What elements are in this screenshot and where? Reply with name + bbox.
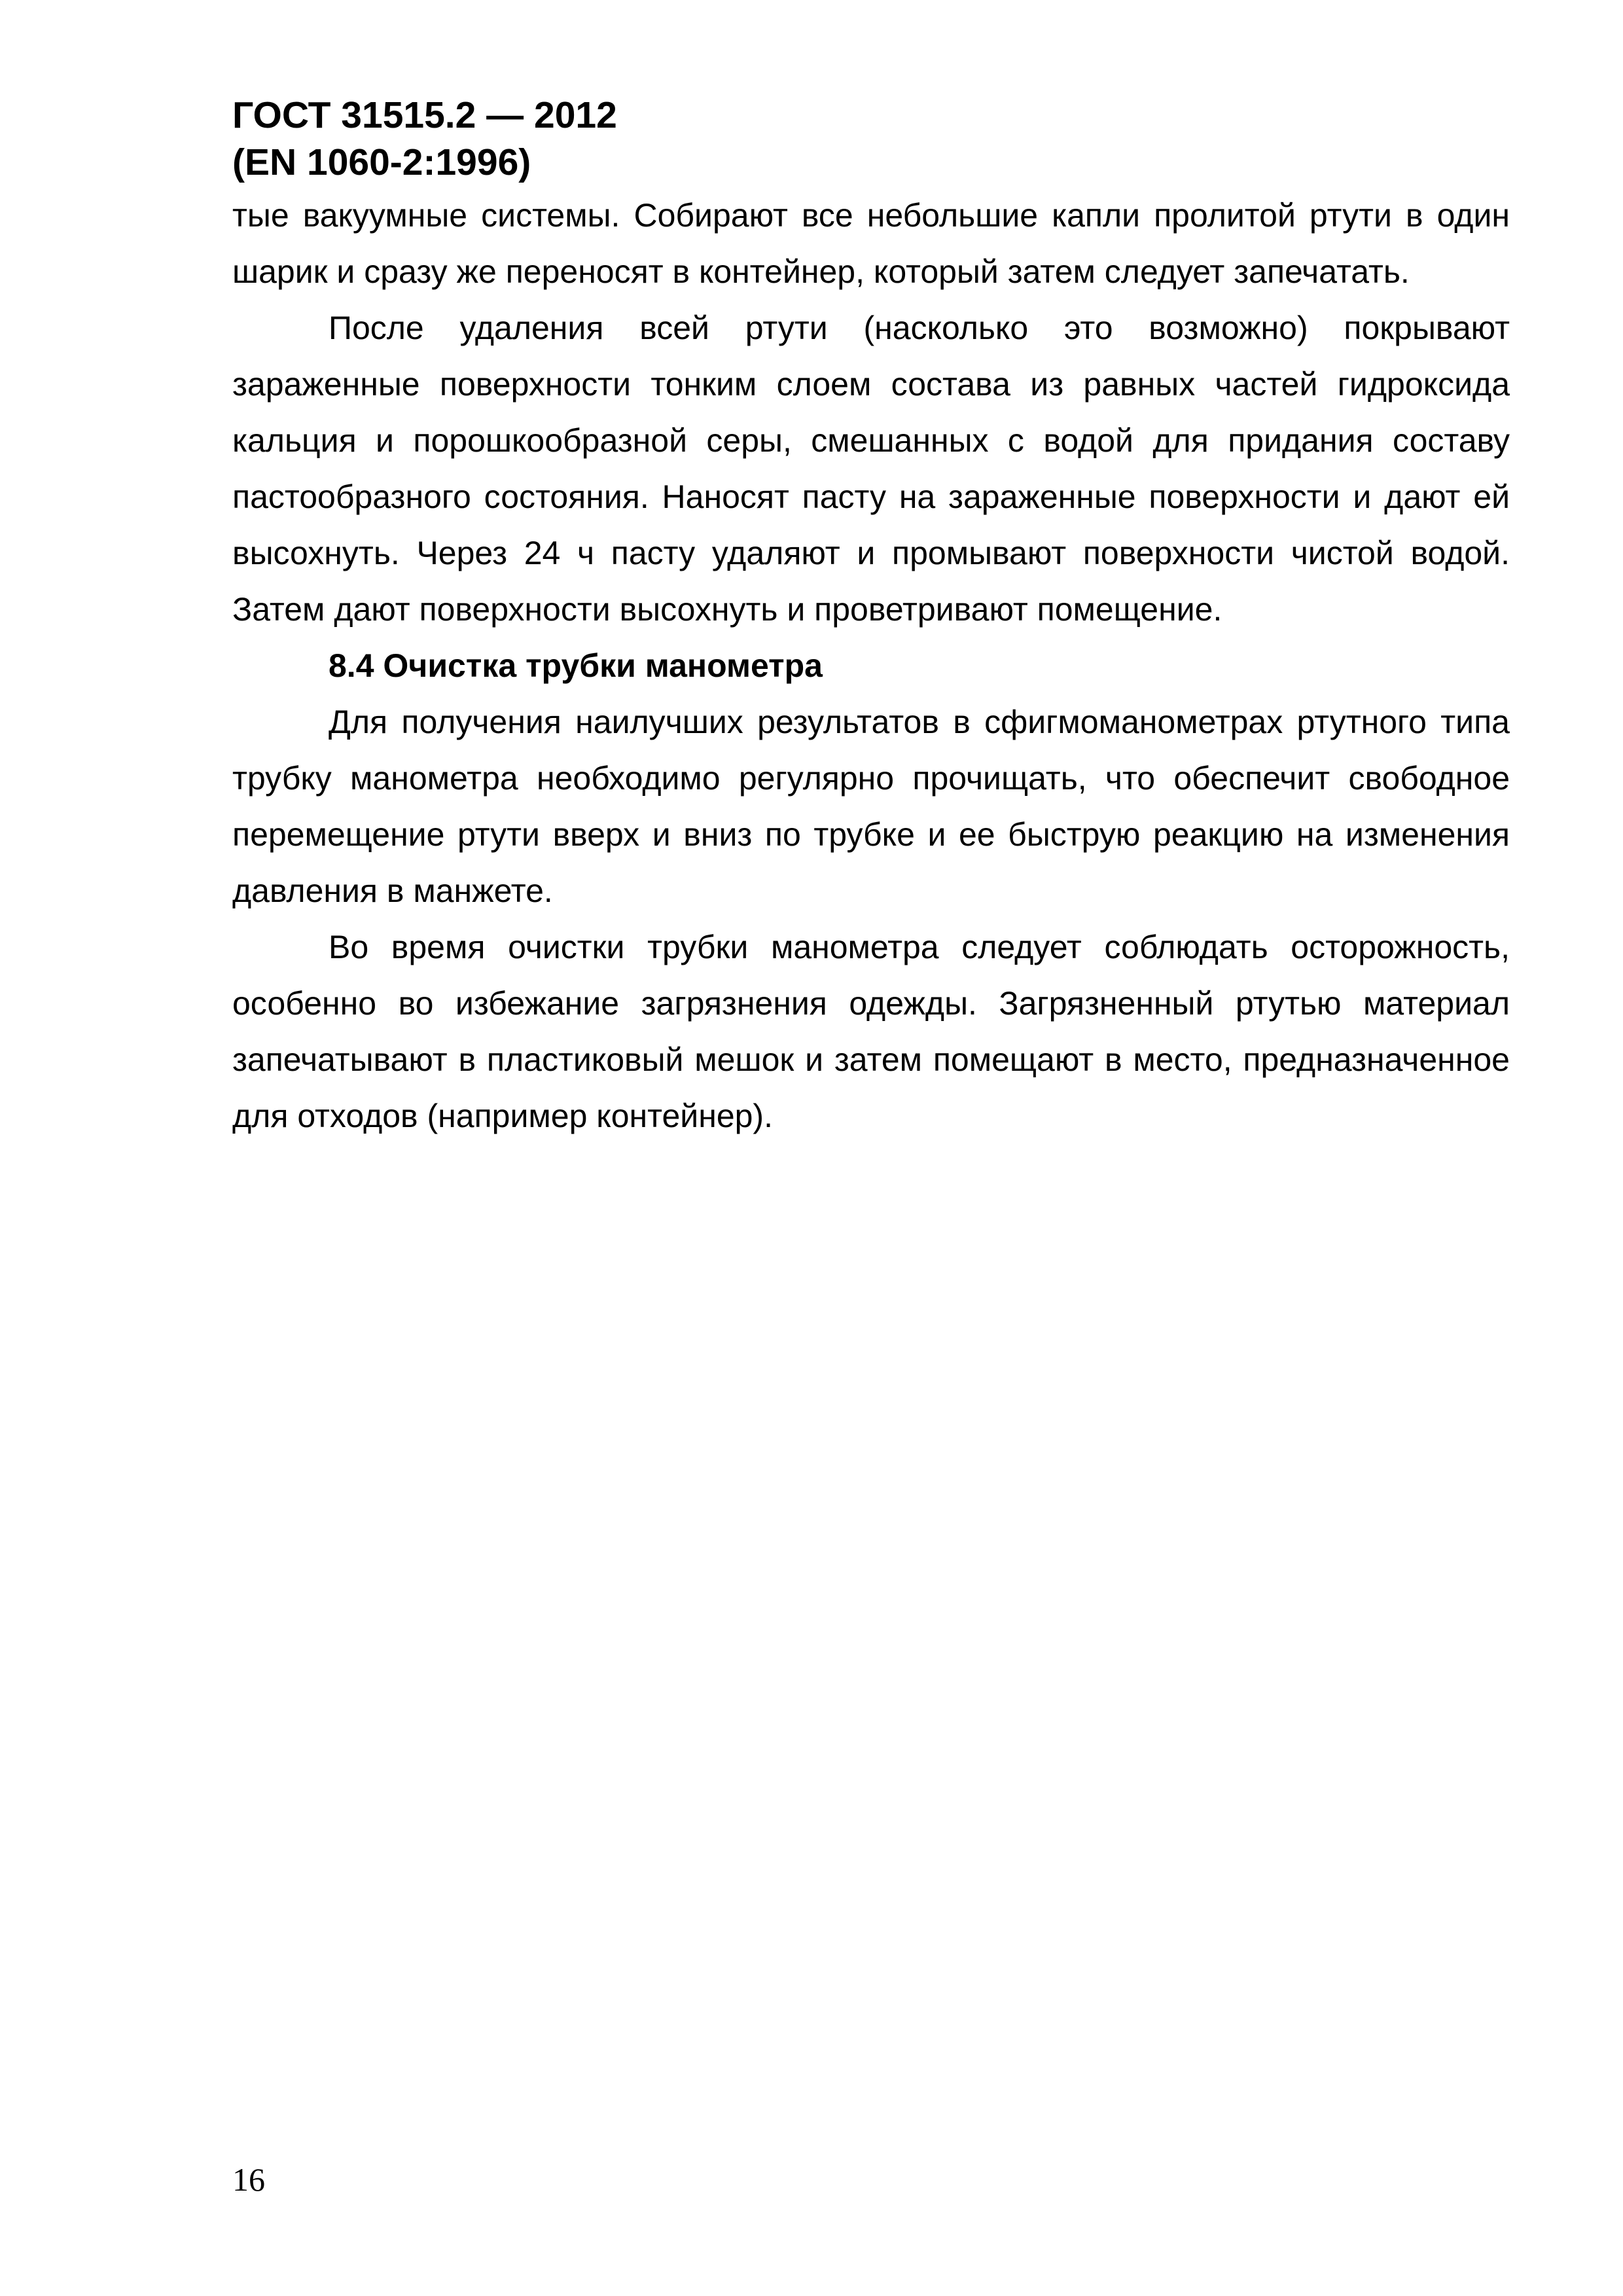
standard-number: ГОСТ 31515.2 — 2012 (232, 94, 617, 136)
standard-equivalent: (EN 1060-2:1996) (232, 141, 531, 183)
document-body (232, 187, 1510, 1144)
page-number: 16 (232, 2161, 265, 2198)
document-header (232, 92, 617, 186)
paragraph-tube-cleaning: Для получения наилучших результатов в сфигмоманометрах ртутного типа трубку манометра необходимо регулярно прочищать, что обеспечит свободное перемещение ртути вверх и вниз по трубке и ее быструю реакцию на изменения давления в манжете. (232, 704, 1510, 909)
paragraph-precautions: Во время очистки трубки манометра следует соблюдать осторожность, особенно во избежание загрязнения одежды. Загрязненный ртутью материал запечатывают в пластиковый мешок и затем помещают в место, предназначенное для отходов (например контейнер). (232, 929, 1510, 1134)
paragraph-paste-treatment: После удаления всей ртути (насколько это возможно) покрывают зараженные поверхности тонким слоем состава из равных частей гидроксида кальция и порошкообразной серы, смешанных с водой для придания составу пастообразного состояния. Наносят пасту на зараженные поверхности и дают ей высохнуть. Через 24 ч пасту удаляют и промывают поверхности чистой водой. Затем дают поверхности высохнуть и проветривают помещение. (232, 310, 1510, 628)
section-heading: 8.4 Очистка трубки манометра (329, 647, 823, 684)
paragraph-continuation: тые вакуумные системы. Собирают все небольшие капли пролитой ртути в один шарик и сразу же переносят в контейнер, который затем следует запечатать. (232, 197, 1510, 290)
